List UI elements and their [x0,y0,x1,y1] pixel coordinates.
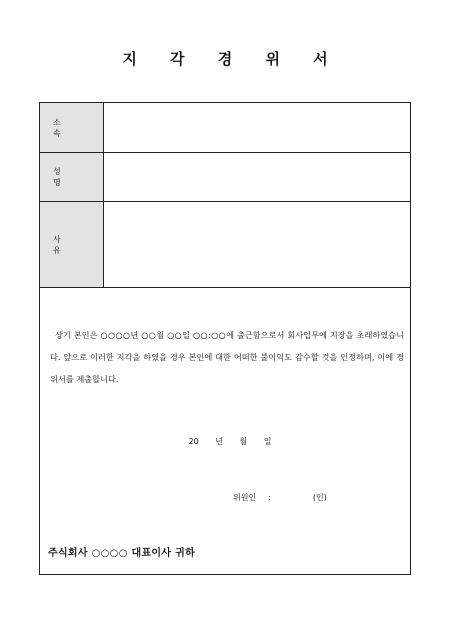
seal-mark: (인) [312,493,327,502]
statement-text: 상기 본인은 ○○○○년 ○○월 ○○일 ○○:○○에 출근함으로서 회사업무에 지장을 초래하였습니다. 앞으로 이러한 지각을 하였을 경우 본인에 대한 어떠한 불이익도 감수할 것을 인정하며, 이에 경위서를 제출합니다. [50,330,404,384]
name-label: 성 명 [40,153,104,201]
signer-line [233,492,327,503]
affiliation-row [40,103,410,153]
name-field[interactable] [104,153,410,201]
affiliation-field[interactable] [104,103,410,152]
reason-field[interactable] [104,202,410,287]
document-title: 지 각 경 위 서 [122,50,342,68]
date-line: 20 년 월 일 [188,437,272,446]
affiliation-label: 소 속 [40,103,104,152]
reason-label: 사 유 [40,202,104,287]
report-form [39,102,411,575]
name-row [40,153,410,202]
signer-label: 위원인 [233,493,257,502]
signer-colon: : [268,493,271,502]
addressee: 주식회사 ○○○○ 대표이사 귀하 [48,548,196,559]
reason-row [40,202,410,288]
